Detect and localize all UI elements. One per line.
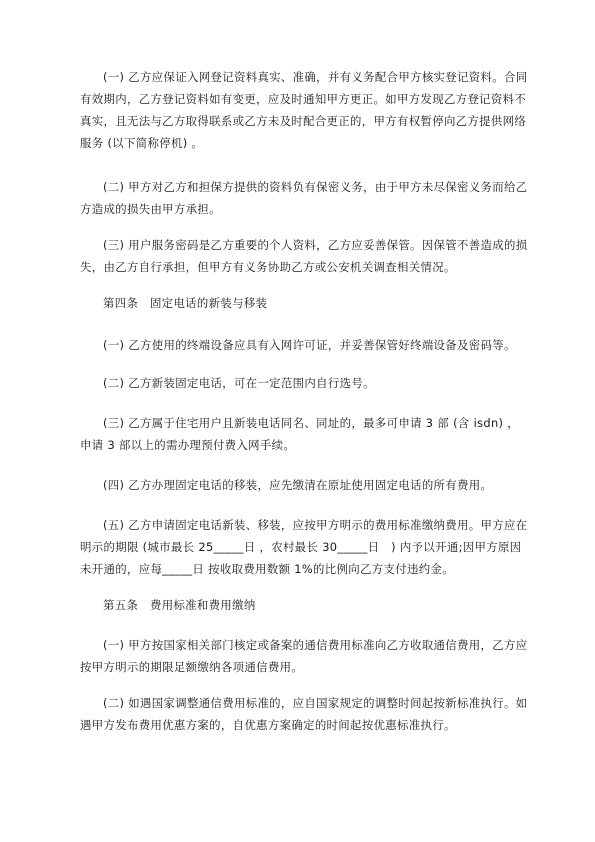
paragraph-text: (三) 乙方属于住宅用户且新装电话同名、同址的，最多可申请 3 部 (含 isdn) ，申请 3 部以上的需办理预付费入网手续。 [80,416,520,452]
clause-paragraph [80,66,528,154]
paragraph-text: (二) 如遇国家调整通信费用标准的，应自国家规定的调整时间起按新标准执行。如遇甲方发布费用优惠方案的，自优惠方案确定的时间起按优惠标准执行。 [80,696,528,732]
clause-paragraph [80,234,528,278]
paragraph-text: (三) 用户服务密码是乙方重要的个人资料，乙方应妥善保管。因保管不善造成的损失，由乙方自行承担，但甲方有义务协助乙方或公安机关调查相关情况。 [80,238,528,274]
paragraph-text: (五) 乙方申请固定电话新装、移装，应按甲方明示的费用标准缴纳费用。甲方应在明示的期限 (城市最长 25_____日 ，农村最长 30_____日 ) 内予以开通;因甲方原因未开通的，应每_____日 按收取费用数额 1%的比例向乙方支付违约金。 [80,518,528,576]
clause-paragraph [80,176,528,220]
paragraph-text: (二) 甲方对乙方和担保方提供的资料负有保密义务，由于甲方未尽保密义务而给乙方造成的损失由甲方承担。 [80,180,528,216]
clause-paragraph [80,634,528,678]
clause-paragraph [80,474,528,496]
paragraph-text: (一) 乙方使用的终端设备应具有入网许可证，并妥善保管好终端设备及密码等。 [103,338,516,352]
paragraph-text: (二) 乙方新装固定电话，可在一定范围内自行选号。 [103,376,375,390]
clause-paragraph [80,334,528,356]
clause-paragraph [80,514,528,580]
paragraph-text: (四) 乙方办理固定电话的移装，应先缴清在原址使用固定电话的所有费用。 [103,478,493,492]
paragraph-text: (一) 甲方按国家相关部门核定或备案的通信费用标准向乙方收取通信费用，乙方应按甲方明示的期限足额缴纳各项通信费用。 [80,638,528,674]
clause-paragraph [80,412,528,456]
section-heading: 第四条 固定电话的新装与移装 [103,296,268,310]
clause-paragraph [80,692,528,736]
clause-paragraph [80,372,528,394]
section-heading: 第五条 费用标准和费用缴纳 [103,598,256,612]
paragraph-text: (一) 乙方应保证入网登记资料真实、准确，并有义务配合甲方核实登记资料。合同有效期内，乙方登记资料如有变更，应及时通知甲方更正。如甲方发现乙方登记资料不真实，且无法与乙方取得联系或乙方未及时配合更正的，甲方有权暂停向乙方提供网络服务 (以下简称停机) 。 [80,70,528,150]
